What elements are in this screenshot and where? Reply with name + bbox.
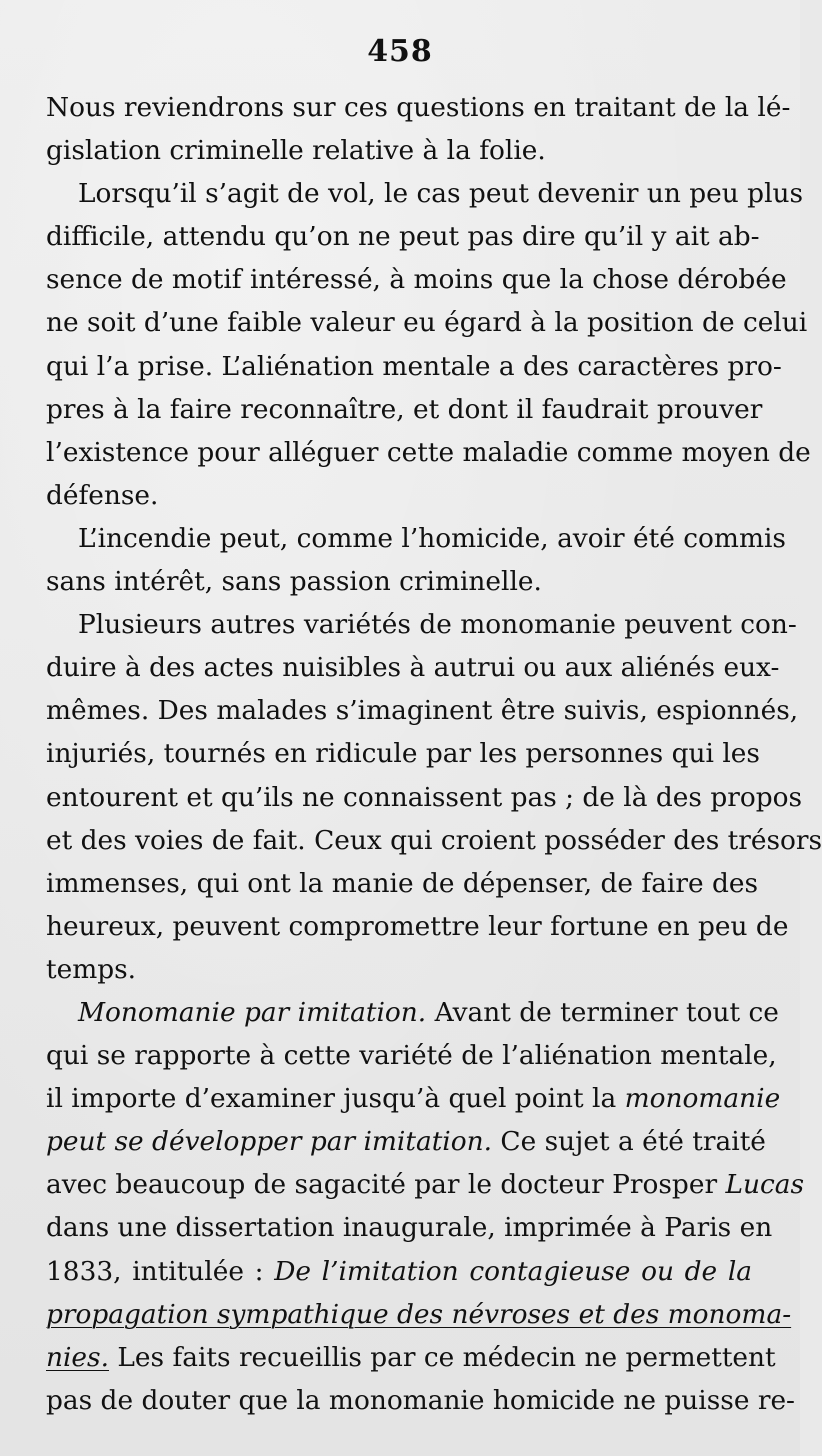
text-run: Lorsqu’il s’agit de vol, le cas peut devenir un peu plus xyxy=(78,178,804,210)
text-run: 1833, intitulée : xyxy=(46,1255,275,1287)
text-run: et des voies de fait. Ceux qui croient posséder des trésors xyxy=(46,824,822,856)
text-run: sans intérêt, sans passion criminelle. xyxy=(46,566,542,598)
italic-text-run: Monomanie par imitation. xyxy=(78,996,427,1028)
text-run: ne soit d’une faible valeur eu égard à la position de celui xyxy=(46,307,808,339)
text-run: Les faits recueillis par ce médecin ne permettent xyxy=(109,1341,776,1373)
text-run: injuriés, tournés en ridicule par les personnes qui les xyxy=(46,738,760,770)
text-line xyxy=(46,1120,766,1163)
page-body-text xyxy=(46,86,822,1422)
text-run: pas de douter que la monomanie homicide ne puisse re- xyxy=(46,1384,795,1416)
text-line xyxy=(46,1336,776,1379)
text-line xyxy=(46,948,752,991)
text-run: difficile, attendu qu’on ne peut pas dire qu’il y ait ab- xyxy=(46,221,760,253)
text-line xyxy=(46,129,752,172)
text-run: temps. xyxy=(46,953,137,985)
text-line xyxy=(46,1163,805,1206)
text-line xyxy=(46,646,780,689)
text-run: immenses, qui ont la manie de dépenser, de faire des xyxy=(46,867,759,899)
text-run: il importe d’examiner jusqu’à quel point la xyxy=(46,1083,625,1115)
text-line xyxy=(46,603,797,646)
text-line xyxy=(46,1077,781,1120)
text-run: mêmes. Des malades s’imaginent être suivis, espionnés, xyxy=(46,695,799,727)
text-run: gislation criminelle relative à la folie. xyxy=(46,135,546,167)
text-run: Nous reviendrons sur ces questions en traitant de la lé- xyxy=(46,92,791,123)
text-line xyxy=(46,388,763,431)
text-line xyxy=(46,991,779,1034)
italic-text-run: nies. xyxy=(46,1341,109,1373)
text-line xyxy=(46,732,760,775)
text-line xyxy=(46,345,782,388)
text-line xyxy=(46,474,752,517)
text-line xyxy=(46,560,752,603)
text-run: sence de motif intéressé, à moins que la chose dérobée xyxy=(46,264,787,296)
italic-text-run: propagation sympathique des névroses et des monoma- xyxy=(46,1298,792,1330)
text-line xyxy=(46,1034,777,1077)
text-line xyxy=(46,215,760,258)
text-line xyxy=(46,1379,795,1422)
text-run: défense. xyxy=(46,479,159,511)
italic-text-run: Lucas xyxy=(725,1169,805,1201)
text-run: qui l’a prise. L’aliénation mentale a des caractères pro- xyxy=(46,350,782,382)
text-run: Ce sujet a été traité xyxy=(492,1126,766,1158)
text-run: entourent et qu’ils ne connaissent pas ; de là des propos xyxy=(46,781,803,813)
text-line xyxy=(46,301,808,344)
italic-text-run: peut se développer par imitation. xyxy=(46,1126,493,1158)
text-line xyxy=(46,86,791,129)
text-run: heureux, peuvent compromettre leur fortune en peu de xyxy=(46,910,789,942)
text-line xyxy=(46,689,799,732)
text-line xyxy=(46,905,789,948)
text-line xyxy=(46,431,811,474)
italic-text-run: De l’imitation contagieuse ou de la xyxy=(274,1255,752,1287)
text-run: dans une dissertation inaugurale, imprimée à Paris en xyxy=(46,1212,773,1244)
text-run: Plusieurs autres variétés de monomanie peuvent con- xyxy=(78,609,797,641)
text-line xyxy=(46,1293,792,1336)
text-line xyxy=(46,776,803,819)
text-run: L’incendie peut, comme l’homicide, avoir été commis xyxy=(78,522,786,554)
text-run: avec beaucoup de sagacité par le docteur Prosper xyxy=(46,1169,726,1201)
text-line xyxy=(46,862,759,905)
page-number: 458 xyxy=(367,34,433,69)
text-line xyxy=(46,517,786,560)
text-line xyxy=(46,172,804,215)
text-run: pres à la faire reconnaître, et dont il faudrait prouver xyxy=(46,393,763,425)
text-line xyxy=(46,819,822,862)
text-run: duire à des actes nuisibles à autrui ou aux aliénés eux- xyxy=(46,652,780,684)
text-line xyxy=(46,1206,773,1249)
italic-text-run: monomanie xyxy=(624,1083,781,1115)
text-line xyxy=(46,1250,752,1293)
text-run: qui se rapporte à cette variété de l’aliénation mentale, xyxy=(46,1040,777,1072)
text-line xyxy=(46,258,787,301)
text-run: Avant de terminer tout ce xyxy=(426,996,779,1028)
text-run: l’existence pour alléguer cette maladie comme moyen de xyxy=(46,436,811,468)
